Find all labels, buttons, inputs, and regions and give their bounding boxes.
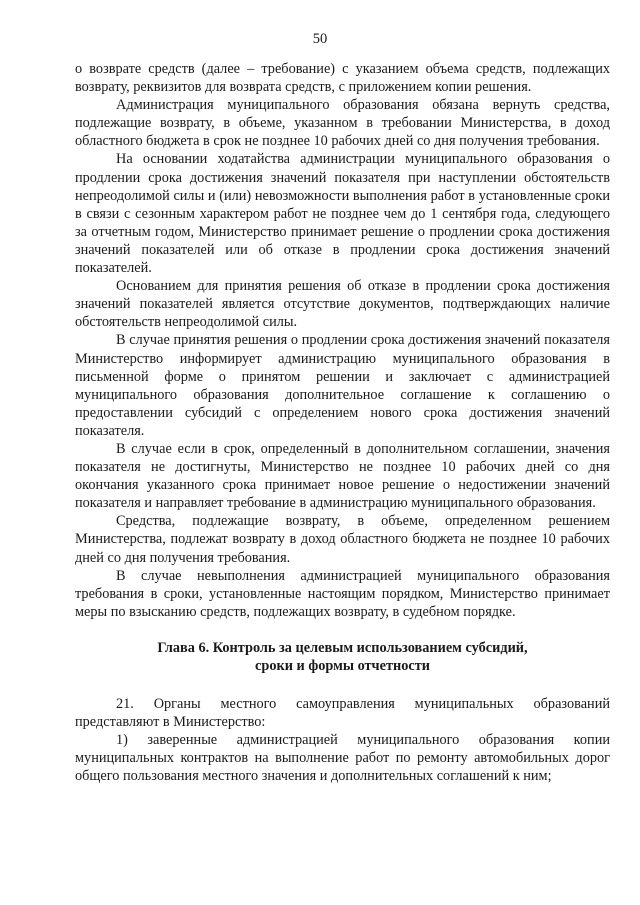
paragraph-subitem-1: 1) заверенные администрацией муниципального образования копии муниципальных контрактов на выполнение работ по ремонту автомобильных дорог общего пользования местного значения и дополнительных соглашений к ним; bbox=[75, 732, 610, 785]
paragraph-new-decision: В случае если в срок, определенный в дополнительном соглашении, значения показателя не достигнуты, Министерство не позднее 10 рабочих дней со дня окончания указанного срока принимает новое решение о недостижении значений показателя и направляет требование в администрацию муниципального образования. bbox=[75, 440, 610, 512]
paragraph-court-recovery: В случае невыполнения администрацией муниципального образования требования в сроки, установленные настоящим порядком, Министерство принимает меры по взысканию средств, подлежащих возврату, в судебном порядке. bbox=[75, 567, 610, 620]
paragraph-item-21: 21. Органы местного самоуправления муниципальных образований представляют в Министерство: bbox=[75, 696, 610, 731]
paragraph-refusal-grounds: Основанием для принятия решения об отказе в продлении срока достижения значений показателей является отсутствие документов, подтверждающих наличие обстоятельств непреодолимой силы. bbox=[75, 278, 610, 331]
chapter-heading bbox=[75, 639, 610, 675]
paragraph-refund-deadline: Средства, подлежащие возврату, в объеме, определенном решением Министерства, подлежат возврату в доход областного бюджета не позднее 10 рабочих дней со дня получения требования. bbox=[75, 513, 610, 566]
document-body bbox=[75, 60, 610, 786]
page-number: 50 bbox=[312, 31, 328, 47]
chapter-heading-line-2: сроки и формы отчетности bbox=[255, 658, 430, 674]
paragraph-extension-petition: На основании ходатайства администрации муниципального образования о продлении срока достижения значений показателя при наступлении обстоятельств непреодолимой силы и (или) невозможности выполнения работ в установленные сроки в связи с сезонным характером работ не позднее чем до 1 сентября года, следующего за отчетным годом, Министерство принимает решение о продлении срока достижения значений показателей или об отказе в продлении срока достижения значений показателей. bbox=[75, 151, 610, 277]
paragraph-continuation: о возврате средств (далее – требование) с указанием объема средств, подлежащих возврату, реквизитов для возврата средств, с приложением копии решения. bbox=[75, 61, 610, 96]
chapter-heading-line-1: Глава 6. Контроль за целевым использованием субсидий, bbox=[157, 639, 528, 656]
paragraph-refund-obligation: Администрация муниципального образования обязана вернуть средства, подлежащие возврату, в объеме, указанном в требовании Министерства, в доход областного бюджета в срок не позднее 10 рабочих дней со дня получения требования. bbox=[75, 97, 610, 150]
paragraph-extension-decision: В случае принятия решения о продлении срока достижения значений показателя Министерство информирует администрацию муниципального образования в письменной форме о принятом решении и заключает с администрацией муниципального образования дополнительное соглашение к соглашению о предоставлении субсидий с определением нового срока достижения значений показателя. bbox=[75, 332, 610, 439]
